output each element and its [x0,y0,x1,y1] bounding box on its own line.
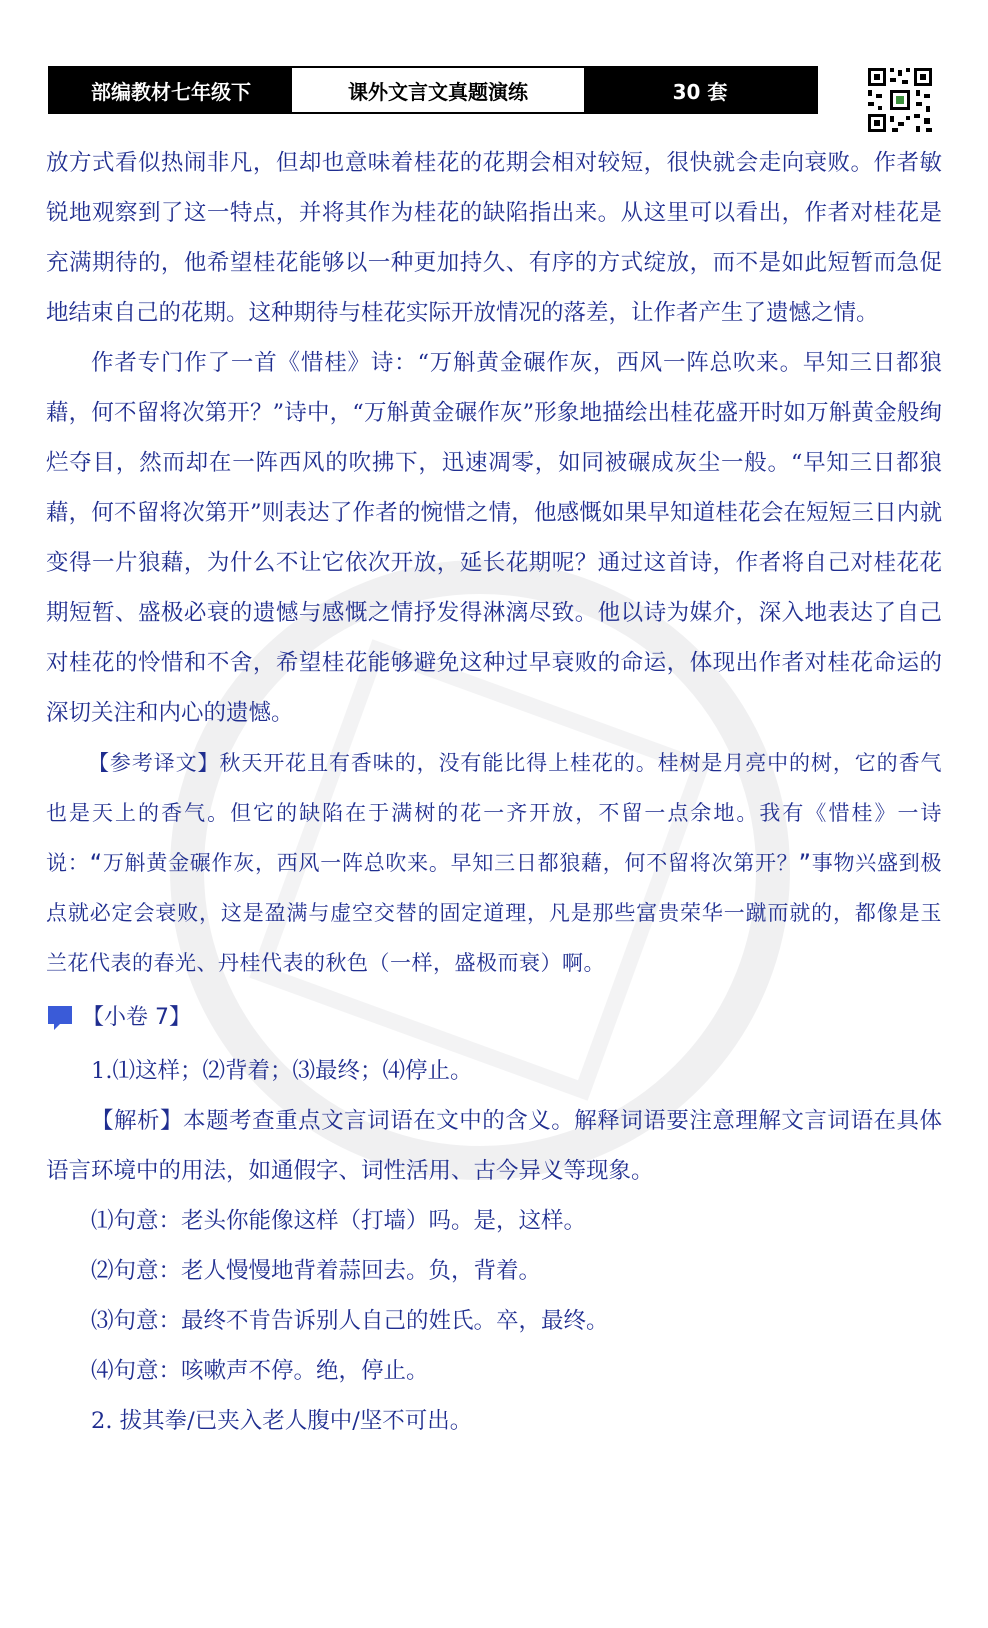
qr-code-icon [866,66,934,134]
answer-item: ⑵句意：老人慢慢地背着蒜回去。负，背着。 [91,1258,542,1284]
paragraph-reference-translation: 【参考译文】秋天开花且有香味的，没有能比得上桂花的。桂树是月亮中的树，它的香气也是天上的香气。但它的缺陷在于满树的花一齐开放，不留一点余地。我有《惜桂》一诗说：“万斛黄金碾作灰，西风一阵总吹来。早知三日都狼藉，何不留将次第开？”事物兴盛到极点就必定会衰败，这是盈满与虚空交替的固定道理，凡是那些富贵荣华一蹴而就的，都像是玉兰花代表的春光、丹桂代表的秋色（一样，盛极而衰）啊。 [46,751,942,975]
header-subject: 课外文言文真题演练 [292,68,584,112]
answer-item: ⑷句意：咳嗽声不停。绝，停止。 [91,1358,429,1384]
answer-item: ⑴句意：老头你能像这样（打墙）吗。是，这样。 [91,1208,587,1234]
section-title: 【小卷 7】 [82,1005,191,1030]
bookmark-icon [46,1004,76,1032]
paragraph-continued: 放方式看似热闹非凡，但却也意味着桂花的花期会相对较短，很快就会走向衰败。作者敏锐地观察到了这一特点，并将其作为桂花的缺陷指出来。从这里可以看出，作者对桂花是充满期待的，他希望桂花能够以一种更加持久、有序的方式绽放，而不是如此短暂而急促地结束自己的花期。这种期待与桂花实际开放情况的落差，让作者产生了遗憾之情。 [46,150,942,326]
document-body [46,138,942,1446]
section-heading [46,990,942,1046]
paragraph-poem-analysis: 作者专门作了一首《惜桂》诗：“万斛黄金碾作灰，西风一阵总吹来。早知三日都狼藉，何不留将次第开？”诗中，“万斛黄金碾作灰”形象地描绘出桂花盛开时如万斛黄金般绚烂夺目，然而却在一阵西风的吹拂下，迅速凋零，如同被碾成灰尘一般。“早知三日都狼藉，何不留将次第开”则表达了作者的惋惜之情，他感慨如果早知道桂花会在短短三日内就变得一片狼藉，为什么不让它依次开放，延长花期呢？通过这首诗，作者将自己对桂花花期短暂、盛极必衰的遗憾与感慨之情抒发得淋漓尽致。他以诗为媒介，深入地表达了自己对桂花的怜惜和不舍，希望桂花能够避免这种过早衰败的命运，体现出作者对桂花命运的深切关注和内心的遗憾。 [46,350,942,726]
answer-q1: 1.⑴这样；⑵背着；⑶最终；⑷停止。 [91,1058,473,1084]
header-grade: 部编教材七年级下 [50,68,292,112]
answer-analysis: 【解析】本题考查重点文言词语在文中的含义。解释词语要注意理解文言词语在具体语言环境中的用法，如通假字、词性活用、古今异义等现象。 [46,1108,942,1184]
header-set-count: 30 套 [584,68,816,112]
page-header [48,66,818,114]
answer-item: ⑶句意：最终不肯告诉别人自己的姓氏。卒，最终。 [91,1308,609,1334]
answer-q2: 2. 拔其拳/已夹入老人腹中/坚不可出。 [91,1408,473,1434]
